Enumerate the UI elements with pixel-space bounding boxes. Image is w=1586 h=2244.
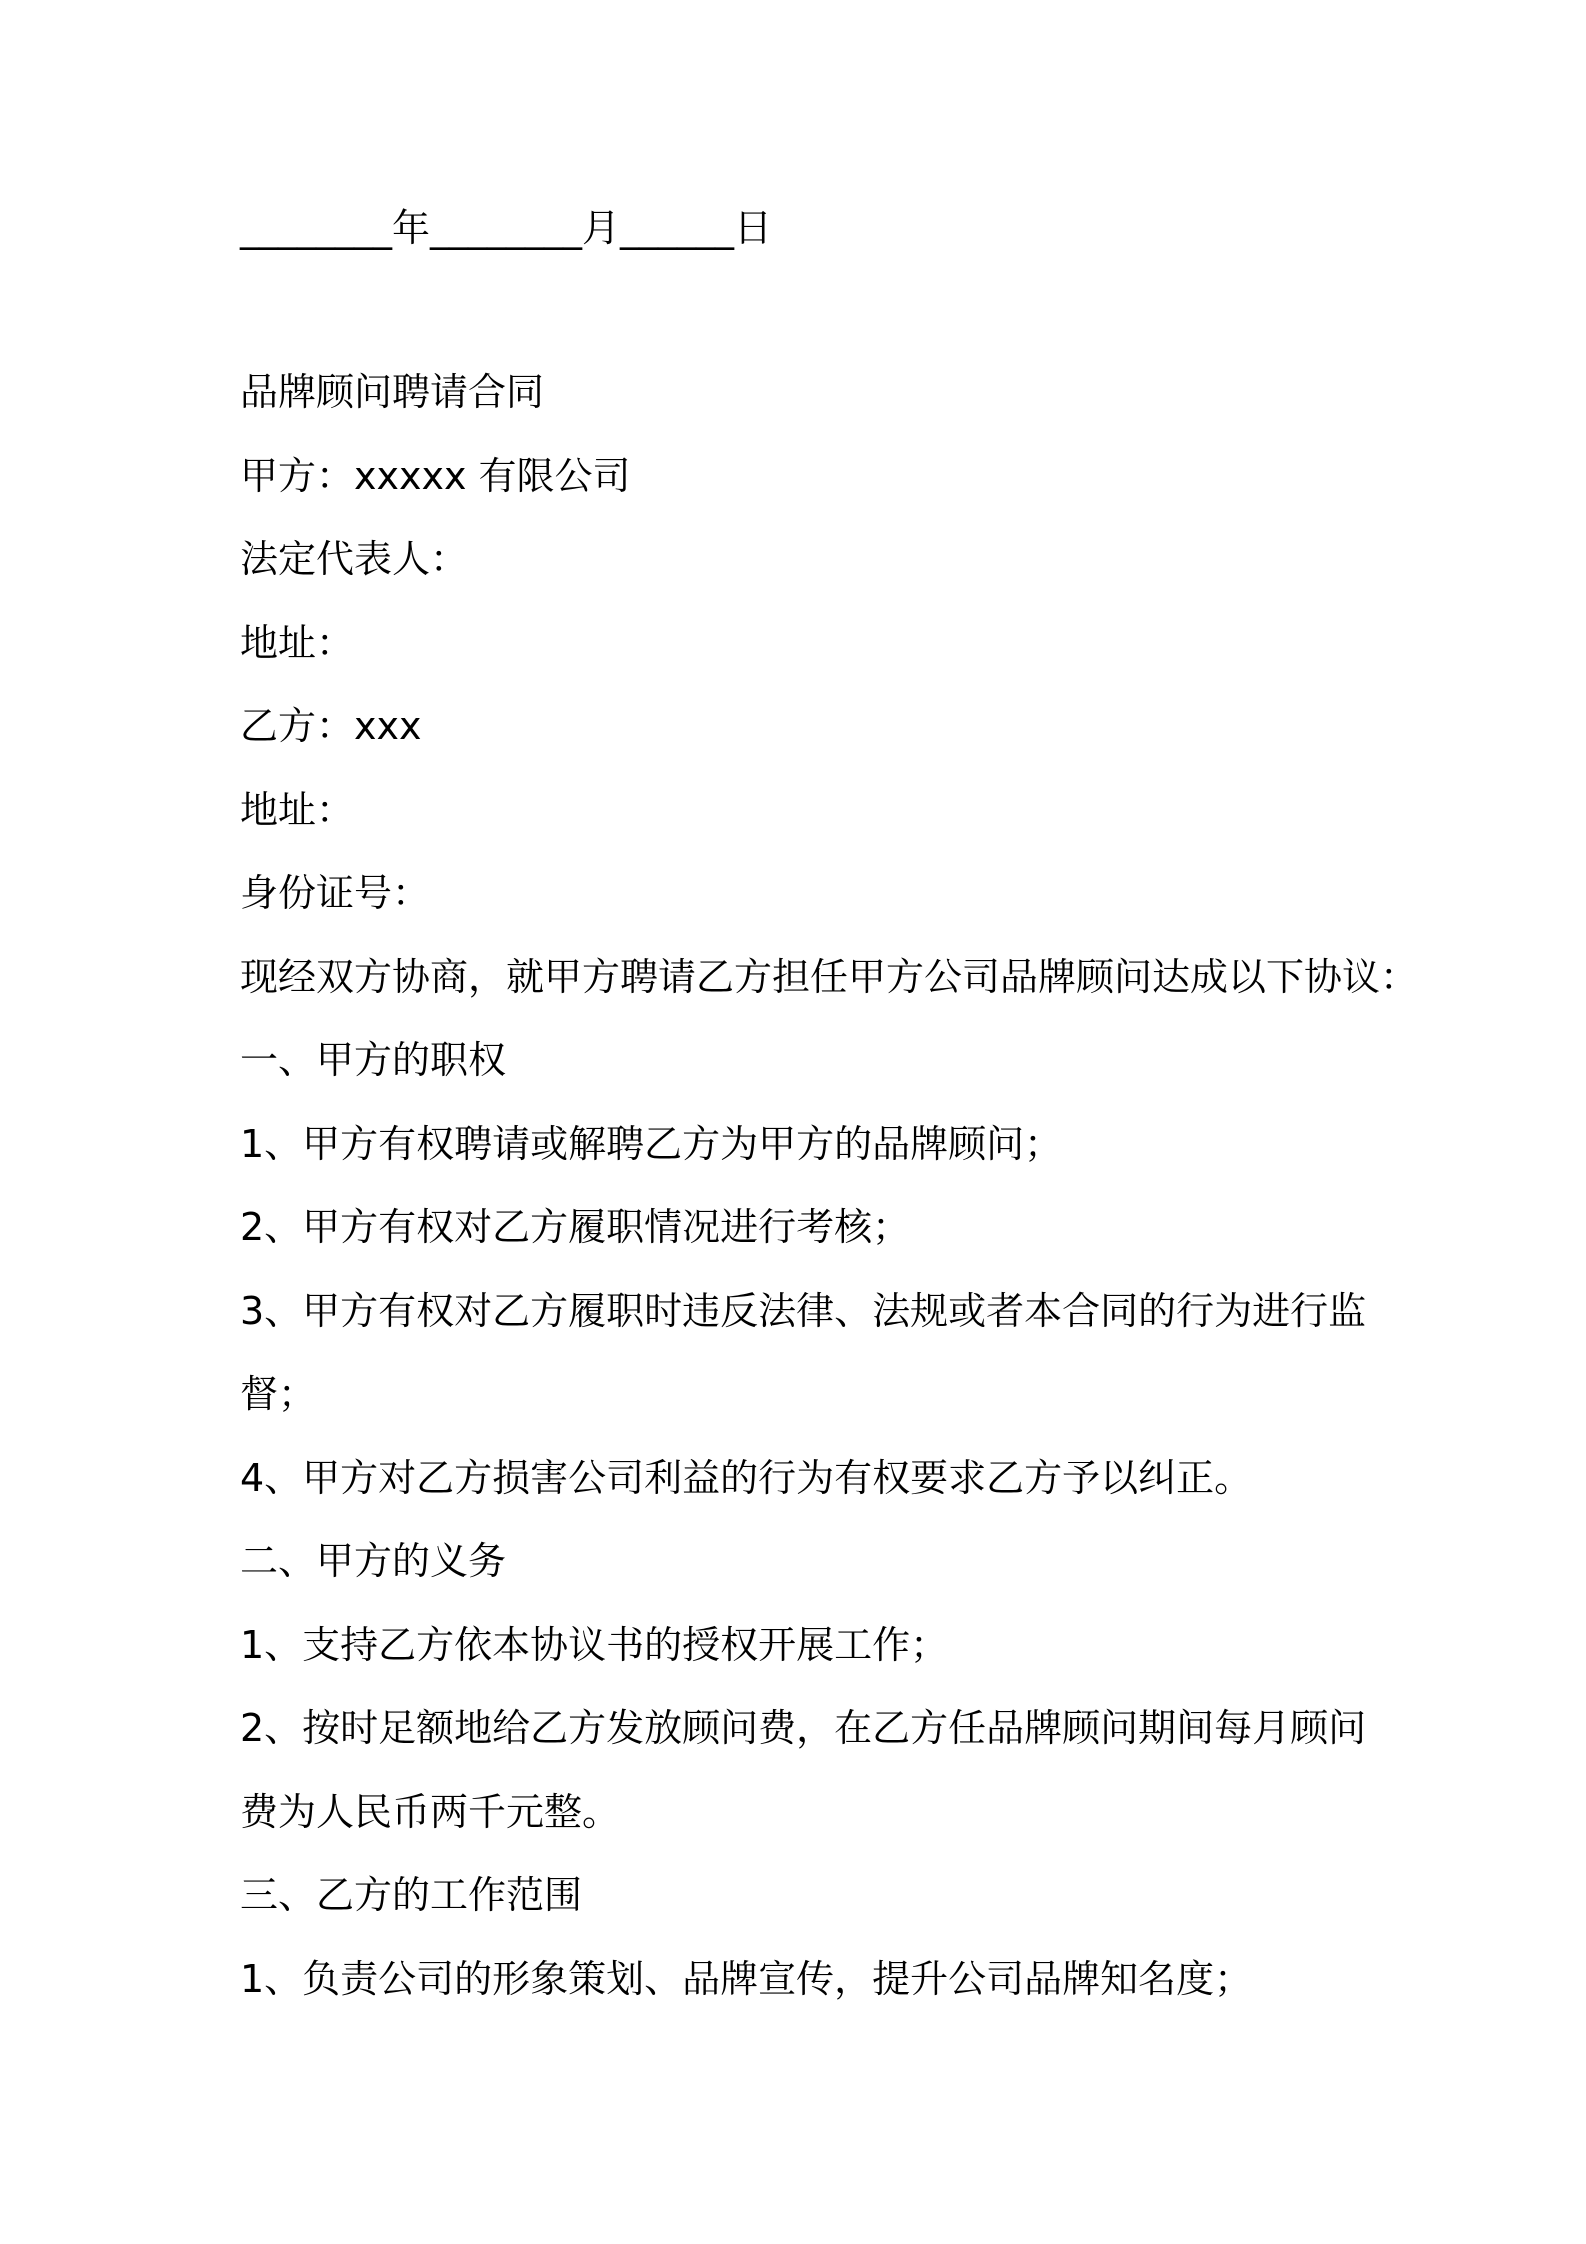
party-a-address: 地址： bbox=[240, 620, 355, 665]
clause-line-continued: 督； bbox=[240, 1372, 317, 1416]
date-line: ________年________月______日 bbox=[240, 206, 773, 250]
section-heading: 一、甲方的职权 bbox=[240, 1038, 507, 1082]
clause-line-continued: 费为人民币两千元整。 bbox=[240, 1789, 621, 1834]
party-a: 甲方：xxxxx 有限公司 bbox=[240, 453, 631, 498]
party-b-address: 地址： bbox=[240, 787, 355, 832]
clause-line: 3、甲方有权对乙方履职时违反法律、法规或者本合同的行为进行监 bbox=[240, 1288, 1367, 1333]
contract-body bbox=[240, 364, 1419, 2034]
clause-line: 1、甲方有权聘请或解聘乙方为甲方的品牌顾问； bbox=[240, 1121, 1063, 1166]
clause-line: 1、支持乙方依本协议书的授权开展工作； bbox=[240, 1622, 949, 1667]
contract-title: 品牌顾问聘请合同 bbox=[240, 370, 545, 414]
clause-line: 2、甲方有权对乙方履职情况进行考核； bbox=[240, 1205, 911, 1249]
id-number: 身份证号： bbox=[240, 871, 431, 915]
clause-line: 2、按时足额地给乙方发放顾问费，在乙方任品牌顾问期间每月顾问 bbox=[240, 1706, 1367, 1750]
clause-line: 4、甲方对乙方损害公司利益的行为有权要求乙方予以纠正。 bbox=[240, 1455, 1253, 1500]
section-heading: 三、乙方的工作范围 bbox=[240, 1873, 583, 1917]
section-heading: 二、甲方的义务 bbox=[240, 1539, 507, 1583]
legal-representative: 法定代表人： bbox=[240, 537, 469, 581]
clause-line: 1、负责公司的形象策划、品牌宣传，提升公司品牌知名度； bbox=[240, 1956, 1253, 2001]
party-b: 乙方：xxx bbox=[240, 704, 422, 748]
intro-paragraph: 现经双方协商，就甲方聘请乙方担任甲方公司品牌顾问达成以下协议： bbox=[240, 954, 1419, 999]
